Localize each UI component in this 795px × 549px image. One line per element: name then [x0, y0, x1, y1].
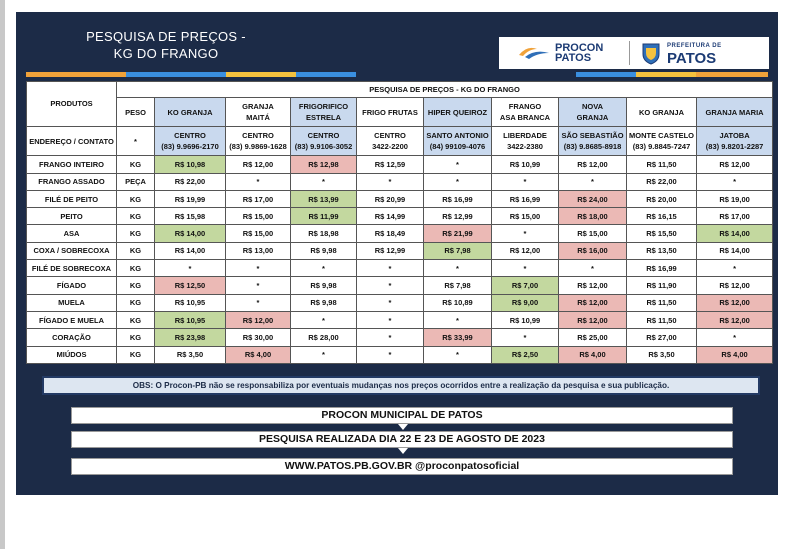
price-cell: R$ 14,00	[697, 225, 773, 242]
product-name: FRANGO ASSADO	[27, 173, 117, 190]
price-cell: *	[291, 311, 357, 328]
price-cell: *	[424, 156, 492, 173]
price-cell: R$ 27,00	[627, 329, 697, 346]
price-cell: R$ 9,98	[291, 294, 357, 311]
price-cell: *	[492, 329, 559, 346]
store-phone: 3422-2200	[372, 142, 408, 152]
price-cell: R$ 13,50	[627, 242, 697, 259]
prefeitura-small-text: PREFEITURA DE	[667, 43, 722, 49]
price-cell: R$ 11,50	[627, 311, 697, 328]
store-names-row	[27, 98, 773, 127]
product-unit: KG	[117, 346, 155, 363]
store-name-line: GRANJA	[242, 102, 274, 112]
stripe-orange-2	[696, 72, 768, 77]
store-name-line: KO GRANJA	[167, 107, 213, 117]
stripe-blue	[126, 72, 226, 77]
disclaimer-note: OBS: O Procon-PB não se responsabiliza por eventuais mudanças nos preços ocorridos entre a realização da pesquisa e sua publicação.	[42, 376, 760, 395]
left-margin-bar	[0, 0, 5, 549]
price-cell: R$ 4,00	[559, 346, 627, 363]
store-bairro: CENTRO	[242, 131, 274, 141]
product-name: FILÉ DE SOBRECOXA	[27, 260, 117, 277]
store-name	[492, 98, 559, 127]
logo-strip	[499, 37, 769, 69]
product-unit: KG	[117, 294, 155, 311]
price-cell: R$ 13,99	[291, 190, 357, 207]
store-name-line: KO GRANJA	[638, 107, 684, 117]
store-bairro: JATOBA	[719, 131, 750, 141]
price-cell: R$ 12,00	[697, 277, 773, 294]
table-row	[27, 173, 773, 190]
price-cell: R$ 15,00	[226, 208, 291, 225]
price-cell: *	[357, 311, 424, 328]
price-cell: R$ 16,00	[559, 242, 627, 259]
store-name	[226, 98, 291, 127]
price-cell: *	[697, 329, 773, 346]
price-cell: R$ 20,99	[357, 190, 424, 207]
store-phone: (83) 9.9106-3052	[294, 142, 353, 152]
procon-logo-line1: PROCON	[555, 42, 604, 54]
price-cell: R$ 14,00	[155, 225, 226, 242]
table-row	[27, 346, 773, 363]
price-cell: *	[697, 260, 773, 277]
table-row	[27, 294, 773, 311]
product-name: COXA / SOBRECOXA	[27, 242, 117, 259]
price-cell: *	[424, 311, 492, 328]
price-cell: R$ 10,95	[155, 294, 226, 311]
product-name: FÍGADO E MUELA	[27, 311, 117, 328]
product-name: CORAÇÃO	[27, 329, 117, 346]
price-cell: *	[226, 294, 291, 311]
price-cell: *	[226, 260, 291, 277]
price-cell: *	[357, 277, 424, 294]
product-unit: KG	[117, 225, 155, 242]
price-cell: R$ 12,00	[226, 156, 291, 173]
procon-logo-line2: PATOS	[555, 52, 592, 64]
price-cell: *	[357, 173, 424, 190]
store-bairro: CENTRO	[374, 131, 406, 141]
price-cell: R$ 11,90	[627, 277, 697, 294]
store-address	[627, 126, 697, 156]
price-cell: R$ 12,00	[492, 242, 559, 259]
price-cell: R$ 17,00	[226, 190, 291, 207]
stripe-blue-2	[296, 72, 356, 77]
price-cell: R$ 7,00	[492, 277, 559, 294]
store-name-line: NOVA	[581, 102, 604, 112]
header-produtos: PRODUTOS	[27, 82, 117, 127]
price-cell: R$ 18,49	[357, 225, 424, 242]
store-address	[291, 126, 357, 156]
product-name: FÍGADO	[27, 277, 117, 294]
price-cell: *	[424, 260, 492, 277]
poster-title	[86, 28, 246, 62]
price-cell: R$ 11,50	[627, 156, 697, 173]
price-cell: *	[291, 173, 357, 190]
store-bairro: LIBERDADE	[503, 131, 547, 141]
product-name: FRANGO INTEIRO	[27, 156, 117, 173]
store-phone: (84) 99109-4076	[429, 142, 486, 152]
poster-title-line1: PESQUISA DE PREÇOS -	[86, 29, 246, 44]
price-cell: R$ 22,00	[155, 173, 226, 190]
price-cell: *	[424, 346, 492, 363]
product-name: PEITO	[27, 208, 117, 225]
price-cell: *	[291, 260, 357, 277]
store-address	[357, 126, 424, 156]
price-cell: *	[226, 277, 291, 294]
store-name-line: FRANGO	[508, 102, 542, 112]
price-cell: R$ 4,00	[697, 346, 773, 363]
price-cell: R$ 14,00	[697, 242, 773, 259]
product-name: MIÚDOS	[27, 346, 117, 363]
stripe-yellow	[226, 72, 296, 77]
store-name-line: MAITÁ	[246, 113, 270, 123]
poster-title-line2: KG DO FRANGO	[113, 46, 219, 61]
product-unit: KG	[117, 242, 155, 259]
store-name-line: GRANJA	[576, 113, 609, 123]
table-row	[27, 242, 773, 259]
price-cell: R$ 12,00	[697, 294, 773, 311]
store-phone: (83) 9.9696-2170	[161, 142, 219, 152]
product-unit: KG	[117, 311, 155, 328]
table-header-row	[27, 82, 773, 98]
store-bairro: CENTRO	[174, 131, 206, 141]
banner-research-date: PESQUISA REALIZADA DIA 22 E 23 DE AGOSTO DE 2023	[71, 431, 733, 448]
price-cell: R$ 15,00	[559, 225, 627, 242]
price-cell: R$ 7,98	[424, 277, 492, 294]
table-row	[27, 208, 773, 225]
price-cell: R$ 15,98	[155, 208, 226, 225]
store-name-line: FRIGO FRUTAS	[362, 107, 418, 117]
header-main-title: PESQUISA DE PREÇOS - KG DO FRANGO	[117, 82, 773, 98]
price-cell: R$ 3,50	[155, 346, 226, 363]
price-cell: *	[357, 294, 424, 311]
price-cell: R$ 16,99	[627, 260, 697, 277]
price-cell: R$ 30,00	[226, 329, 291, 346]
store-bairro: SANTO ANTONIO	[426, 131, 489, 141]
price-cell: R$ 4,00	[226, 346, 291, 363]
address-label: ENDEREÇO / CONTATO	[27, 126, 117, 156]
price-table	[26, 81, 773, 364]
product-unit: KG	[117, 329, 155, 346]
product-unit: KG	[117, 208, 155, 225]
table-row	[27, 277, 773, 294]
price-cell: *	[559, 173, 627, 190]
price-cell: R$ 18,00	[559, 208, 627, 225]
store-address	[424, 126, 492, 156]
table-row	[27, 260, 773, 277]
store-name	[627, 98, 697, 127]
store-phone: (83) 9.8845-7247	[632, 142, 691, 152]
store-name	[697, 98, 773, 127]
price-cell: R$ 25,00	[559, 329, 627, 346]
procon-logo-icon	[517, 43, 551, 63]
stripe-yellow-2	[636, 72, 696, 77]
store-bairro: MONTE CASTELO	[629, 131, 694, 141]
price-cell: R$ 10,98	[155, 156, 226, 173]
price-cell: *	[559, 260, 627, 277]
price-cell: R$ 15,00	[226, 225, 291, 242]
price-cell: R$ 12,00	[697, 311, 773, 328]
price-cell: R$ 11,50	[627, 294, 697, 311]
price-cell: R$ 9,00	[492, 294, 559, 311]
price-cell: R$ 19,99	[155, 190, 226, 207]
store-phone: 3422-2380	[507, 142, 543, 152]
store-name-line: FRIGORIFICO	[298, 102, 349, 112]
price-cell: R$ 19,00	[697, 190, 773, 207]
store-name-line: GRANJA MARIA	[705, 107, 764, 117]
table-row	[27, 225, 773, 242]
product-unit: KG	[117, 260, 155, 277]
price-cell: *	[155, 260, 226, 277]
price-cell: R$ 23,98	[155, 329, 226, 346]
price-cell: R$ 2,50	[492, 346, 559, 363]
table-row	[27, 311, 773, 328]
store-address	[155, 126, 226, 156]
price-cell: R$ 10,89	[424, 294, 492, 311]
table-row	[27, 329, 773, 346]
price-cell: R$ 12,00	[559, 277, 627, 294]
price-cell: R$ 33,99	[424, 329, 492, 346]
price-cell: R$ 15,00	[492, 208, 559, 225]
price-cell: R$ 15,50	[627, 225, 697, 242]
price-cell: R$ 10,99	[492, 156, 559, 173]
price-cell: R$ 14,00	[155, 242, 226, 259]
banner-website: WWW.PATOS.PB.GOV.BR @proconpatosoficial	[71, 458, 733, 475]
store-address	[697, 126, 773, 156]
product-name: FILÉ DE PEITO	[27, 190, 117, 207]
stripe-blue-3	[576, 72, 636, 77]
price-cell: R$ 16,99	[424, 190, 492, 207]
price-cell: R$ 24,00	[559, 190, 627, 207]
price-cell: R$ 18,98	[291, 225, 357, 242]
prefeitura-big-text: PATOS	[667, 50, 717, 67]
price-cell: R$ 12,99	[424, 208, 492, 225]
store-phone: (83) 9.8201-2287	[705, 142, 764, 152]
price-cell: *	[492, 225, 559, 242]
store-address	[492, 126, 559, 156]
price-cell: R$ 12,00	[559, 311, 627, 328]
price-cell: R$ 12,50	[155, 277, 226, 294]
price-cell: R$ 10,99	[492, 311, 559, 328]
price-cell: R$ 11,99	[291, 208, 357, 225]
price-cell: R$ 3,50	[627, 346, 697, 363]
price-cell: R$ 9,98	[291, 242, 357, 259]
store-bairro: CENTRO	[307, 131, 340, 141]
price-cell: *	[492, 260, 559, 277]
store-name	[559, 98, 627, 127]
address-row	[27, 126, 773, 156]
product-unit: KG	[117, 156, 155, 173]
table-row	[27, 156, 773, 173]
price-cell: *	[424, 173, 492, 190]
price-cell: R$ 16,99	[492, 190, 559, 207]
price-cell: *	[697, 173, 773, 190]
store-name-line: ASA BRANCA	[499, 113, 551, 123]
prefeitura-logo-text	[667, 41, 722, 67]
store-name-line: HIPER QUEIROZ	[427, 107, 488, 117]
store-address	[559, 126, 627, 156]
down-arrow-icon	[398, 424, 408, 430]
price-cell: R$ 12,00	[697, 156, 773, 173]
price-cell: R$ 22,00	[627, 173, 697, 190]
store-phone: (83) 9.8685-8918	[563, 142, 622, 152]
price-cell: R$ 12,59	[357, 156, 424, 173]
store-name	[155, 98, 226, 127]
product-unit: KG	[117, 190, 155, 207]
product-unit: KG	[117, 277, 155, 294]
price-cell: *	[291, 346, 357, 363]
down-arrow-icon	[398, 448, 408, 454]
price-cell: R$ 12,99	[357, 242, 424, 259]
store-name-line: ESTRELA	[305, 113, 341, 123]
city-crest-icon	[639, 41, 663, 65]
price-cell: *	[492, 173, 559, 190]
price-cell: *	[357, 346, 424, 363]
price-cell: R$ 12,98	[291, 156, 357, 173]
price-cell: *	[357, 260, 424, 277]
product-name: ASA	[27, 225, 117, 242]
product-unit: PEÇA	[117, 173, 155, 190]
banner-procon-municipal: PROCON MUNICIPAL DE PATOS	[71, 407, 733, 424]
stripe-orange	[26, 72, 126, 77]
store-address	[226, 126, 291, 156]
logo-divider	[629, 41, 630, 65]
product-name: MUELA	[27, 294, 117, 311]
price-cell: R$ 9,98	[291, 277, 357, 294]
table-row	[27, 190, 773, 207]
price-cell: R$ 12,00	[559, 294, 627, 311]
price-cell: R$ 20,00	[627, 190, 697, 207]
store-name	[291, 98, 357, 127]
price-cell: *	[226, 173, 291, 190]
store-name	[357, 98, 424, 127]
price-cell: R$ 7,98	[424, 242, 492, 259]
price-cell: R$ 10,95	[155, 311, 226, 328]
procon-logo-text	[555, 43, 603, 63]
price-cell: R$ 16,15	[627, 208, 697, 225]
store-bairro: SÃO SEBASTIÃO	[561, 131, 624, 141]
price-cell: R$ 13,00	[226, 242, 291, 259]
price-cell: R$ 12,00	[226, 311, 291, 328]
price-cell: *	[357, 329, 424, 346]
price-cell: R$ 28,00	[291, 329, 357, 346]
store-name	[424, 98, 492, 127]
address-peso: *	[117, 126, 155, 156]
header-peso: PESO	[117, 98, 155, 127]
store-phone: (83) 9.9869-1628	[229, 142, 287, 152]
price-cell: R$ 14,99	[357, 208, 424, 225]
price-cell: R$ 12,00	[559, 156, 627, 173]
price-cell: R$ 17,00	[697, 208, 773, 225]
price-cell: R$ 21,99	[424, 225, 492, 242]
